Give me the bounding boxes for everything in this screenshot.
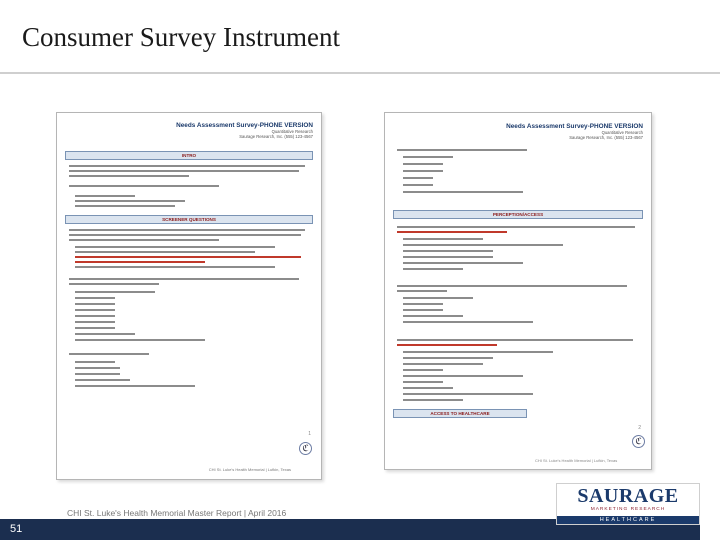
page-2-footer: CHI St. Luke's Health Memorial | Lufkin, Texas [535, 458, 618, 463]
text-line [75, 321, 115, 323]
text-line [75, 309, 115, 311]
text-line [75, 379, 130, 381]
page-2-number: 2 [638, 425, 641, 431]
text-line [403, 268, 463, 270]
text-line [75, 361, 115, 363]
text-line [397, 226, 635, 228]
text-line-instruction [75, 256, 301, 258]
page-1-subtitle-2: Saurage Research, Inc. (555) 123-4567 [239, 134, 313, 139]
saurage-logo [556, 483, 700, 525]
text-line [69, 185, 219, 187]
page-1-seal-icon: ℭ [299, 442, 312, 455]
page-2-subtitle-2: Saurage Research, Inc. (555) 123-4567 [569, 135, 643, 140]
survey-page-1 [56, 112, 322, 480]
text-line [75, 251, 255, 253]
text-line [403, 375, 523, 377]
text-line [75, 266, 275, 268]
logo-division: HEALTHCARE [557, 516, 699, 524]
text-line [75, 373, 120, 375]
text-line [75, 339, 205, 341]
text-line [397, 339, 633, 341]
section-screener: SCREENER QUESTIONS [65, 215, 313, 224]
section-access-to-healthcare: ACCESS TO HEALTHCARE [393, 409, 527, 418]
logo-tagline: MARKETING RESEARCH [590, 507, 666, 512]
text-line [403, 156, 453, 158]
text-line [69, 353, 149, 355]
section-perception-access: PERCEPTION/ACCESS [393, 210, 643, 219]
text-line [403, 191, 523, 193]
report-footer: CHI St. Luke's Health Memorial Master Report | April 2016 [67, 508, 287, 518]
text-line [75, 385, 195, 387]
text-line [75, 297, 115, 299]
text-line [403, 381, 443, 383]
text-line [75, 327, 115, 329]
text-line [403, 351, 553, 353]
slide-title: Consumer Survey Instrument [22, 22, 340, 52]
text-line [69, 283, 159, 285]
text-line [403, 184, 433, 186]
logo-wordmark: SAURAGE [577, 485, 679, 507]
text-line [403, 303, 443, 305]
text-line [403, 393, 533, 395]
text-line [403, 399, 463, 401]
text-line [403, 256, 493, 258]
text-line [403, 163, 443, 165]
title-divider [0, 72, 720, 74]
text-line [69, 170, 299, 172]
text-line [69, 234, 301, 236]
text-line-instruction [397, 231, 507, 233]
text-line [75, 303, 115, 305]
text-line [403, 369, 443, 371]
text-line-instruction [397, 344, 497, 346]
text-line [75, 246, 275, 248]
text-line [397, 285, 627, 287]
text-line [403, 250, 493, 252]
text-line [397, 290, 447, 292]
text-line [75, 367, 120, 369]
page-1-number: 1 [308, 431, 311, 437]
text-line-instruction [75, 261, 205, 263]
text-line [69, 278, 299, 280]
text-line [75, 291, 155, 293]
page-1-subtitle-1: Quantitative Research [271, 129, 313, 134]
page-2-header [506, 123, 643, 140]
page-2-title: Needs Assessment Survey-PHONE VERSION [506, 123, 643, 130]
text-line [75, 200, 185, 202]
page-1-header [176, 122, 313, 139]
page-1-title: Needs Assessment Survey-PHONE VERSION [176, 122, 313, 129]
text-line [403, 363, 483, 365]
page-2-seal-icon: ℭ [632, 435, 645, 448]
text-line [75, 195, 135, 197]
slide-page-number: 51 [0, 519, 700, 540]
text-line [69, 165, 305, 167]
text-line [397, 149, 527, 151]
survey-page-2 [384, 112, 652, 470]
text-line [69, 175, 189, 177]
text-line [403, 321, 533, 323]
text-line [403, 387, 453, 389]
text-line [403, 262, 523, 264]
page-2-subtitle-1: Quantitative Research [601, 130, 643, 135]
text-line [403, 177, 433, 179]
text-line [403, 170, 443, 172]
section-intro: INTRO [65, 151, 313, 160]
text-line [69, 229, 305, 231]
text-line [403, 238, 483, 240]
text-line [75, 205, 175, 207]
text-line [75, 315, 115, 317]
page-1-footer: CHI St. Luke's Health Memorial | Lufkin, Texas [208, 467, 291, 472]
text-line [403, 315, 463, 317]
text-line [69, 239, 219, 241]
text-line [403, 357, 493, 359]
text-line [403, 297, 473, 299]
text-line [75, 333, 135, 335]
text-line [403, 244, 563, 246]
text-line [403, 309, 443, 311]
